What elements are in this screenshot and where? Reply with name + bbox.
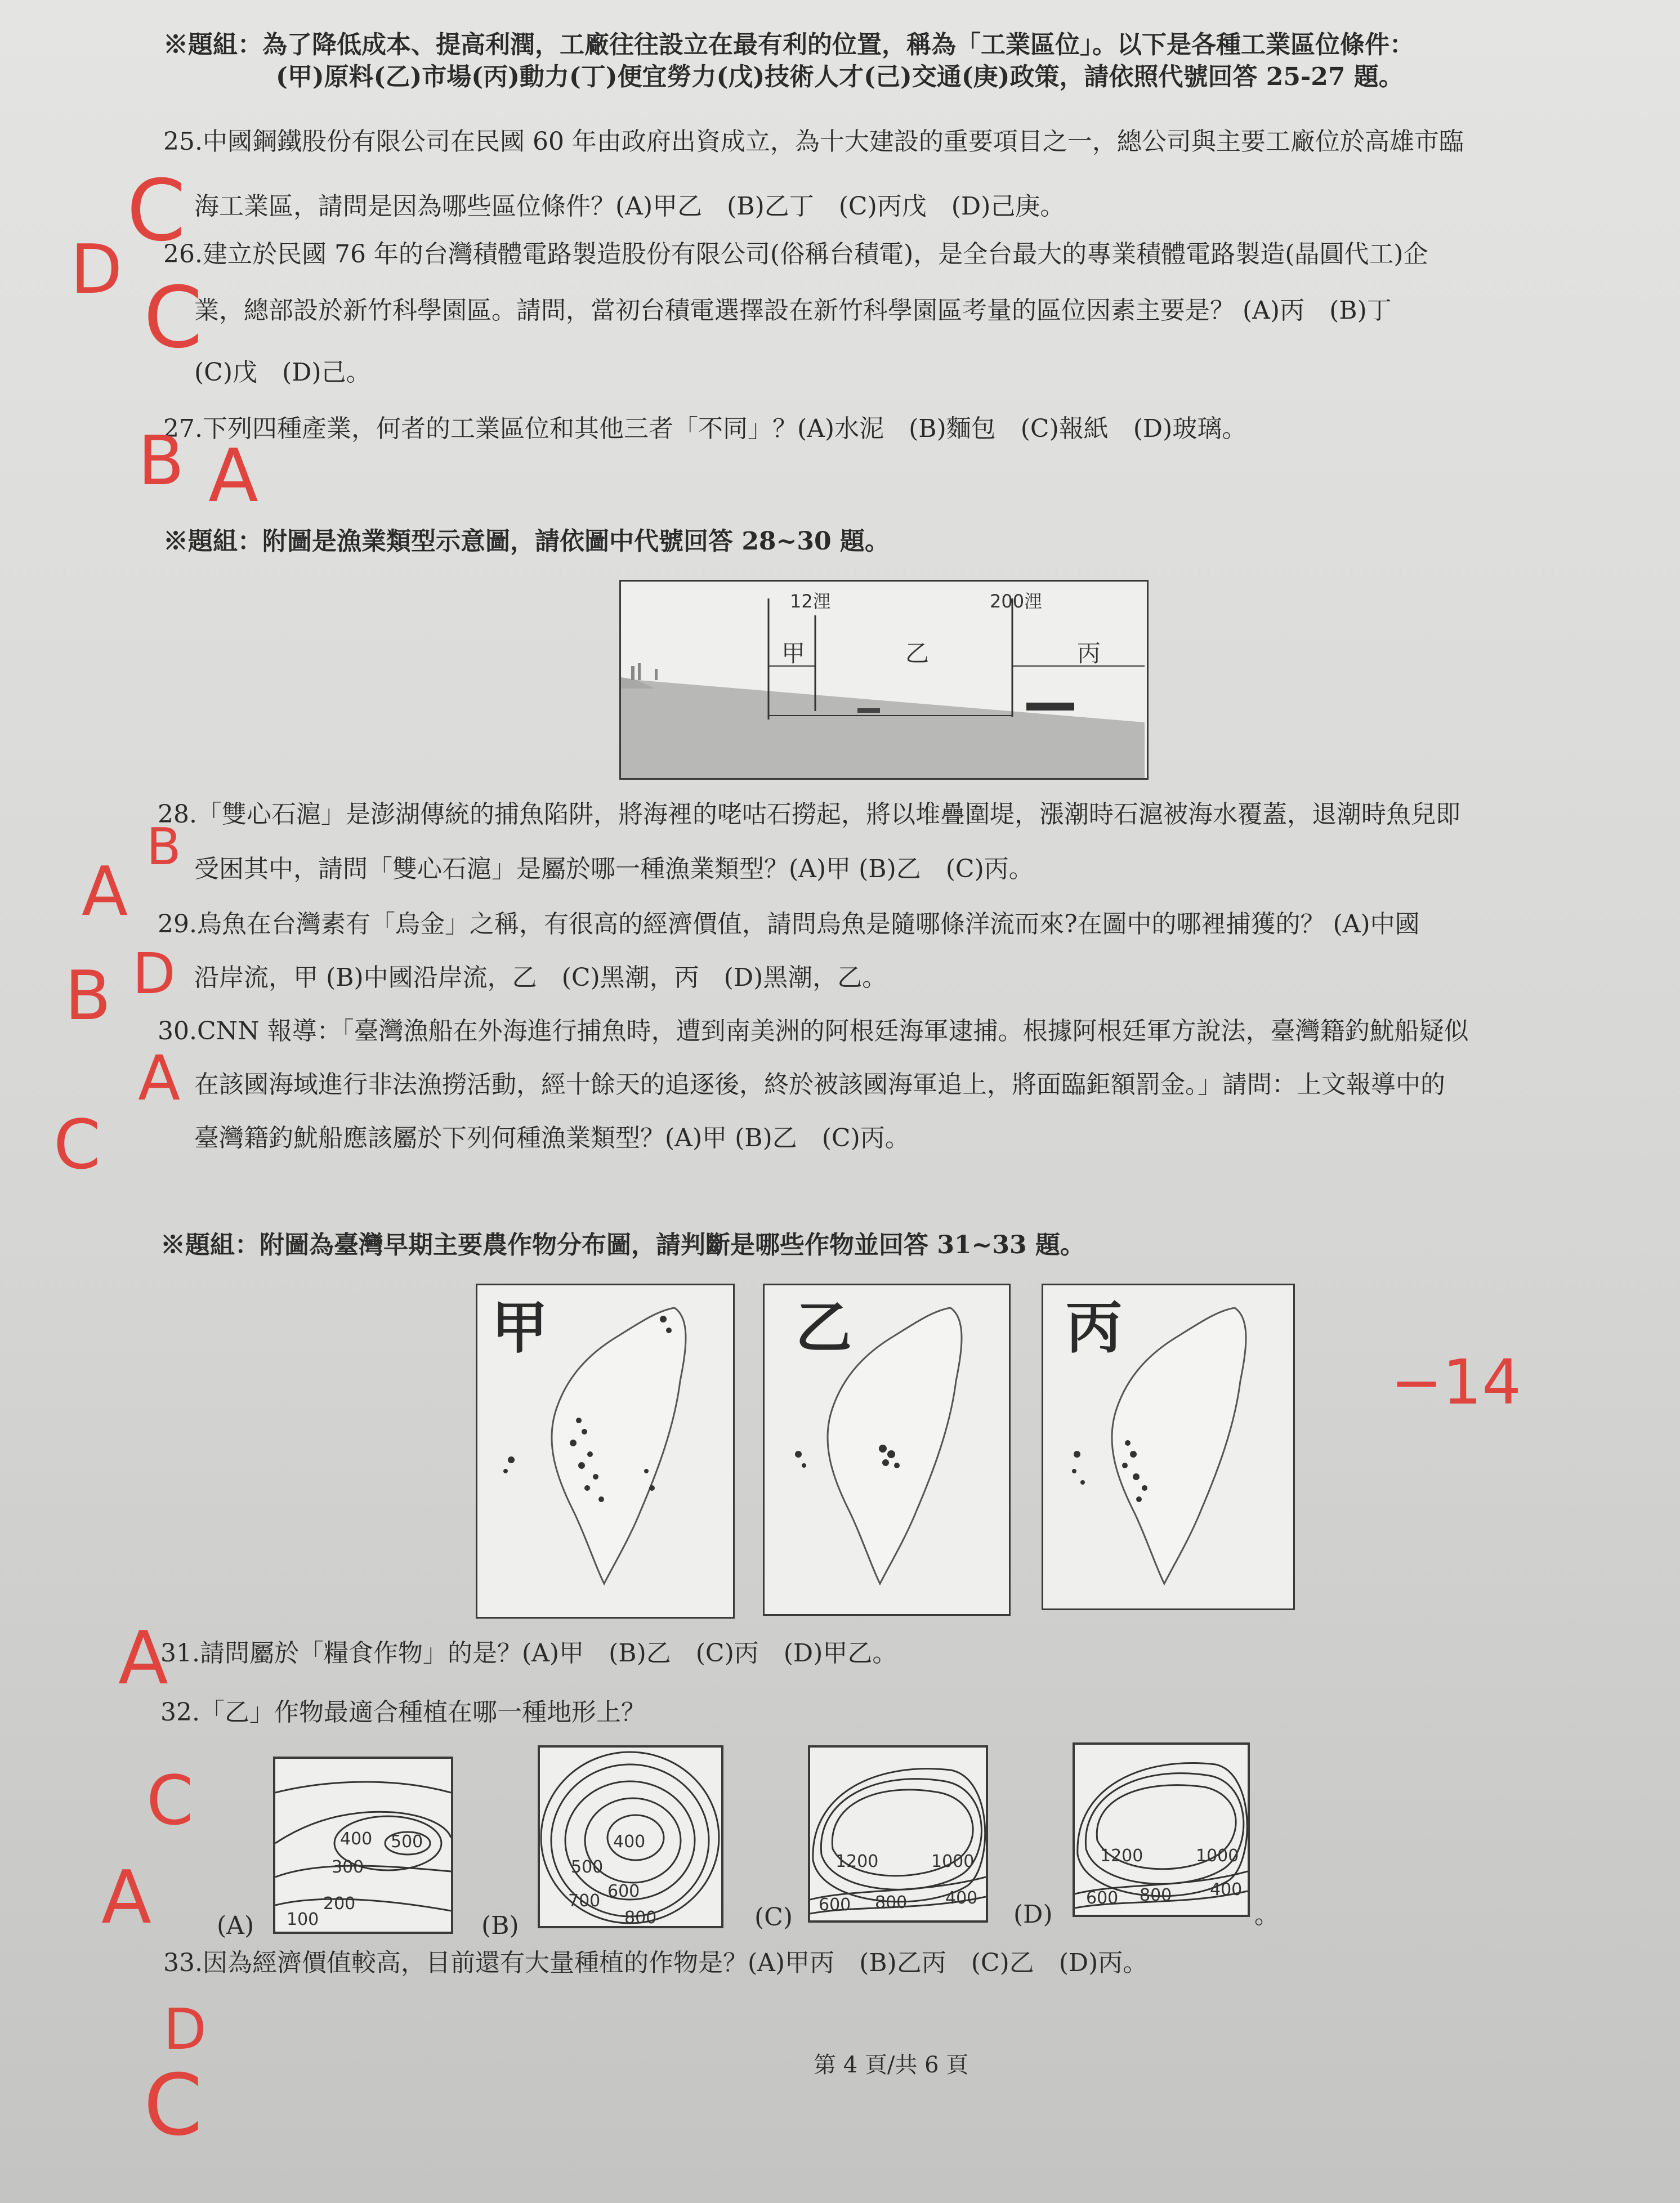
hw-q26-mark-2: C <box>144 269 203 367</box>
zone-c-label: 丙 <box>1077 640 1101 667</box>
q32-option-c-label: (C) <box>754 1903 793 1932</box>
group1-intro-line1: ※題組：為了降低成本、提高利潤，工廠往往設立在最有利的位置，稱為「工業區位」。以下是各種工業區位條件： <box>163 30 1414 59</box>
crop-map-panel-a <box>476 1284 735 1619</box>
contour-map-a <box>273 1757 453 1934</box>
crop-map-panel-c <box>1042 1284 1295 1610</box>
hw-q30-mark-1: A <box>138 1042 181 1114</box>
q32-line1: 32.「乙」作物最適合種植在哪一種地形上？ <box>160 1698 646 1727</box>
contour-b-label-2: 500 <box>571 1857 604 1877</box>
q31-line1: 31.請問屬於「糧食作物」的是？(A)甲 (B)乙 (C)丙 (D)甲乙。 <box>160 1639 897 1668</box>
q27-line1: 27.下列四種產業，何者的工業區位和其他三者「不同」？(A)水泥 (B)麵包 (C)報紙 (D)玻璃。 <box>163 414 1247 443</box>
q26-line3: (C)戊 (D)己。 <box>194 358 371 387</box>
contour-a-label-4: 200 <box>323 1894 356 1914</box>
q33-line1: 33.因為經濟價值較高，目前還有大量種植的作物是？(A)甲丙 (B)乙丙 (C)乙 (D)丙。 <box>163 1949 1148 1977</box>
hw-q25-mark: C <box>127 162 186 260</box>
contour-b-label-5: 800 <box>624 1908 657 1928</box>
hw-q29-mark-2: B <box>65 957 111 1035</box>
contour-c-label-2: 1000 <box>931 1852 975 1871</box>
contour-b-label-3: 600 <box>607 1882 640 1901</box>
hw-q26-mark-1: D <box>70 231 123 309</box>
contour-map-b <box>538 1745 723 1928</box>
factory-chimney-2 <box>638 663 641 680</box>
fishery-diagram <box>621 582 1147 778</box>
contour-d-label-2: 1000 <box>1196 1846 1239 1866</box>
q32-end-mark: 。 <box>1254 1901 1279 1929</box>
hw-q27-mark-1: B <box>138 422 185 501</box>
contour-c-label-4: 800 <box>875 1893 908 1912</box>
q25-line2: 海工業區，請問是因為哪些區位條件？(A)甲乙 (B)乙丁 (C)丙戊 (D)己庚。 <box>194 192 1065 221</box>
q28-line2: 受困其中，請問「雙心石滬」是屬於哪一種漁業類型？(A)甲 (B)乙 (C)丙。 <box>194 855 1034 883</box>
boat-small <box>857 708 880 713</box>
factory-chimney-1 <box>631 666 635 680</box>
q26-line2: 業，總部設於新竹科學園區。請問，當初台積電選擇設在新竹科學園區考量的區位因素主要是？ (A)丙 (B)丁 <box>194 296 1392 325</box>
page-number: 第 4 頁/共 6 頁 <box>814 2052 969 2078</box>
q32-option-a-label: (A) <box>217 1911 254 1940</box>
q29-line2: 沿岸流，甲 (B)中國沿岸流，乙 (C)黑潮，丙 (D)黑潮，乙。 <box>194 963 887 992</box>
q30-line1: 30.CNN 報導：「臺灣漁船在外海進行捕魚時，遭到南美洲的阿根廷海軍逮捕。根據阿根廷軍方說法，臺灣籍釣魷船疑似 <box>158 1017 1469 1045</box>
hw-score: −14 <box>1391 1346 1522 1418</box>
contour-c-label-5: 400 <box>945 1888 978 1908</box>
panel-a-label: 甲 <box>492 1294 548 1361</box>
q28-line1: 28.「雙心石滬」是澎湖傳統的捕魚陷阱，將海裡的咾咕石撈起，將以堆疊圍堤，漲潮時石滬被海水覆蓋，退潮時魚兒即 <box>158 800 1460 829</box>
hw-q27-mark-2: A <box>208 433 258 519</box>
contour-c-label-1: 1200 <box>835 1852 879 1871</box>
q25-line1: 25.中國鋼鐵股份有限公司在民國 60 年由政府出資成立，為十大建設的重要項目之一，總公司與主要工廠位於高雄市臨 <box>163 127 1464 156</box>
contour-d-label-4: 800 <box>1140 1885 1172 1905</box>
contour-a-label-1: 400 <box>340 1829 373 1849</box>
contour-a-label-3: 300 <box>332 1857 364 1877</box>
factory-chimney-3 <box>655 669 658 680</box>
q32-option-b-label: (B) <box>481 1911 519 1940</box>
panel-c-label: 丙 <box>1066 1294 1122 1361</box>
group3-title: ※題組：附圖為臺灣早期主要農作物分布圖，請判斷是哪些作物並回答 31~33 題。 <box>160 1231 1085 1259</box>
seabed <box>621 677 1145 778</box>
zone-a-label: 甲 <box>781 640 806 667</box>
q30-line3: 臺灣籍釣魷船應該屬於下列何種漁業類型？(A)甲 (B)乙 (C)丙。 <box>194 1124 910 1152</box>
q29-line1: 29.烏魚在台灣素有「烏金」之稱，有很高的經濟價值，請問烏魚是隨哪條洋流而來?在圖中的哪裡捕獲的？ (A)中國 <box>158 910 1420 939</box>
panel-b-label: 乙 <box>796 1294 852 1361</box>
hw-q32-mark-2: A <box>101 1855 151 1940</box>
contour-d-label-3: 600 <box>1086 1888 1119 1908</box>
hw-q31-mark: A <box>118 1615 168 1701</box>
q26-line1: 26.建立於民國 76 年的台灣積體電路製造股份有限公司(俗稱台積電)，是全台最大的專業積體電路製造(晶圓代工)企 <box>163 240 1428 269</box>
boat-large <box>1026 703 1074 710</box>
hw-q30-mark-2: C <box>53 1106 101 1185</box>
hw-q29-mark-1: D <box>132 941 176 1007</box>
contour-map-d <box>1073 1742 1250 1917</box>
contour-a-label-2: 500 <box>391 1832 423 1852</box>
contour-d-label-1: 1200 <box>1100 1846 1143 1866</box>
q30-line2: 在該國海域進行非法漁撈活動，經十餘天的追逐後，終於被該國海軍追上，將面臨鉅額罰金。」請問：上文報導中的 <box>194 1070 1445 1099</box>
group1-intro-line2: (甲)原料(乙)市場(丙)動力(丁)便宜勞力(戊)技術人才(己)交通(庚)政策，請依照代號回答 25-27 題。 <box>276 62 1404 91</box>
contour-b-label-4: 700 <box>568 1891 601 1911</box>
label-12nm: 12浬 <box>790 591 831 612</box>
group2-title: ※題組：附圖是漁業類型示意圖，請依圖中代號回答 28~30 題。 <box>163 527 890 556</box>
fishery-zone-figure <box>619 580 1149 780</box>
zone-b-label: 乙 <box>905 640 930 667</box>
contour-map-c <box>808 1745 988 1923</box>
hw-q33-mark-1: D <box>163 1996 207 2062</box>
hw-q33-mark-2: C <box>144 2057 203 2155</box>
hw-q28-mark-2: A <box>82 853 128 931</box>
hw-q32-mark-1: C <box>146 1762 194 1840</box>
contour-a-label-5: 100 <box>287 1910 319 1929</box>
hw-q28-mark-1: B <box>146 817 181 877</box>
q32-option-d-label: (D) <box>1013 1900 1053 1929</box>
label-200nm: 200浬 <box>990 591 1043 612</box>
contour-c-label-3: 600 <box>819 1895 851 1915</box>
contour-b-label-1: 400 <box>613 1832 646 1852</box>
crop-map-panel-b <box>763 1284 1011 1616</box>
contour-d-label-5: 400 <box>1210 1880 1243 1900</box>
